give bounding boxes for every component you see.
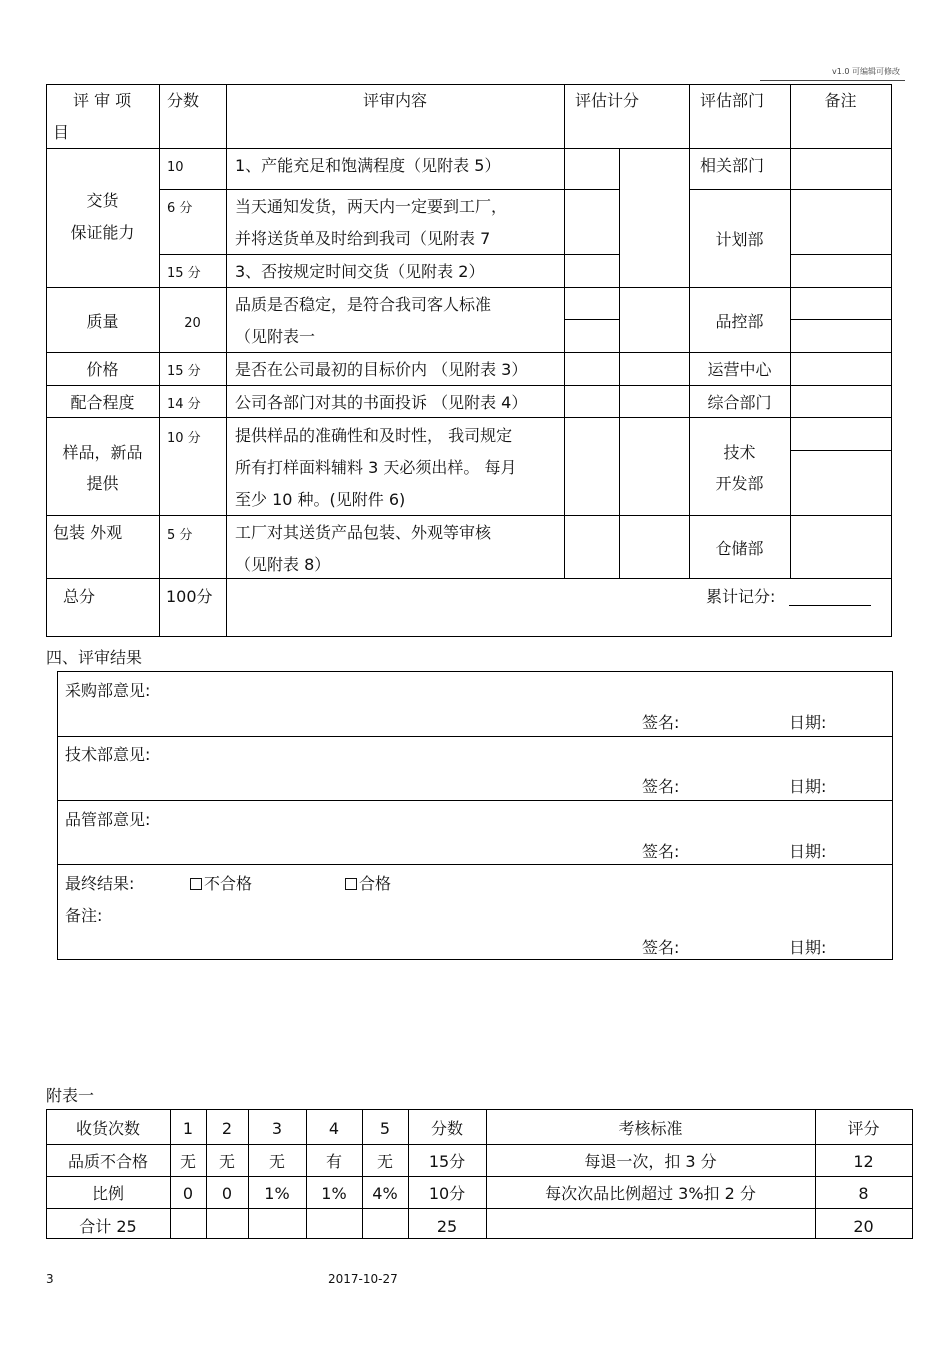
- total-score: 100分: [166, 587, 213, 606]
- appendix-header-cell: 1: [182, 1119, 194, 1138]
- delivery-r2-content-2: 并将送货单及时给到我司（见附表 7: [235, 229, 491, 248]
- appendix-cell: 品质不合格: [67, 1152, 148, 1171]
- price-content: 是否在公司最初的目标价内 （见附表 3）: [235, 360, 528, 379]
- quality-label: 质量: [86, 312, 119, 331]
- delivery-label-2: 保证能力: [70, 223, 135, 242]
- header-remark: 备注: [824, 91, 857, 110]
- appendix-header-cell: 分数: [430, 1119, 463, 1138]
- appendix-cell: 8: [858, 1184, 869, 1203]
- purchasing-sign: 签名:: [642, 713, 680, 732]
- packaging-content-1: 工厂对其送货产品包装、外观等审核: [235, 523, 492, 542]
- delivery-r1-dept: 相关部门: [700, 156, 765, 175]
- header-item-cont: 目: [53, 123, 70, 142]
- appendix-cell: 无: [218, 1152, 235, 1171]
- appendix-cell: 20: [853, 1217, 874, 1236]
- appendix-cell: 1%: [264, 1184, 290, 1203]
- purchasing-date: 日期:: [789, 713, 827, 732]
- header-eval-dept: 评估部门: [700, 91, 765, 110]
- results-section-title: 四、评审结果: [46, 648, 143, 667]
- pass-option[interactable]: [345, 873, 391, 895]
- cooperation-score: 14 分: [167, 397, 201, 412]
- appendix-cell: 合计 25: [79, 1217, 137, 1236]
- appendix-cell: 每次次品比例超过 3%扣 2 分: [545, 1184, 756, 1203]
- samples-dept-2: 开发部: [715, 474, 764, 493]
- appendix-cell: 15分: [428, 1152, 466, 1171]
- delivery-r3-content: 3、否按规定时间交货（见附表 2）: [235, 262, 485, 281]
- appendix-header-cell: 收货次数: [75, 1119, 140, 1138]
- cumulative-label: 累计记分:: [706, 587, 776, 606]
- header-eval-score: 评估计分: [575, 91, 640, 110]
- delivery-r1-content: 1、产能充足和饱满程度（见附表 5）: [235, 156, 501, 175]
- price-label: 价格: [86, 360, 119, 379]
- appendix-header-cell: 考核标准: [618, 1119, 683, 1138]
- footer-date: 2017-10-27: [328, 1272, 398, 1286]
- fail-checkbox-icon[interactable]: [190, 878, 202, 890]
- appendix-cell: 无: [376, 1152, 393, 1171]
- header-score: 分数: [167, 91, 200, 110]
- cooperation-label: 配合程度: [70, 393, 135, 412]
- final-date: 日期:: [789, 938, 827, 957]
- appendix-cell: 有: [325, 1152, 342, 1171]
- appendix-cell: 0: [221, 1184, 233, 1203]
- appendix-cell: 比例: [91, 1184, 124, 1203]
- packaging-dept: 仓储部: [715, 539, 764, 558]
- appendix-header-cell: 评分: [847, 1119, 880, 1138]
- pass-checkbox-icon[interactable]: [345, 878, 357, 890]
- appendix-cell: 10分: [428, 1184, 466, 1203]
- delivery-r3-score: 15 分: [167, 266, 201, 281]
- delivery-label-1: 交货: [86, 191, 119, 210]
- price-score: 15 分: [167, 364, 201, 379]
- samples-label-2: 提供: [86, 474, 119, 493]
- header-rule: [760, 80, 905, 81]
- page-number: 3: [46, 1272, 54, 1286]
- samples-score: 10 分: [167, 431, 201, 446]
- delivery-r23-dept: 计划部: [715, 230, 764, 249]
- cumulative-blank: [789, 589, 871, 606]
- appendix-cell: 0: [182, 1184, 194, 1203]
- quality-score: 20: [184, 316, 201, 331]
- version-label: v1.0 可编辑可修改: [832, 67, 900, 76]
- packaging-label: 包装 外观: [53, 523, 123, 542]
- final-sign: 签名:: [642, 938, 680, 957]
- final-result-label: 最终结果:: [65, 874, 135, 893]
- appendix-header-cell: 5: [379, 1119, 391, 1138]
- samples-content-2: 所有打样面料辅料 3 天必须出样。 每月: [235, 458, 517, 477]
- cooperation-dept: 综合部门: [707, 393, 772, 412]
- delivery-r2-score: 6 分: [167, 201, 193, 216]
- appendix-header-cell: 3: [271, 1119, 283, 1138]
- appendix-cell: 25: [436, 1217, 458, 1236]
- pass-option-label: 合格: [359, 874, 392, 893]
- technical-sign: 签名:: [642, 777, 680, 796]
- appendix-title: 附表一: [46, 1086, 95, 1105]
- delivery-r1-score: 10: [167, 160, 184, 175]
- appendix-header-cell: 2: [221, 1119, 233, 1138]
- packaging-score: 5 分: [167, 528, 193, 543]
- packaging-content-2: （见附表 8）: [235, 555, 331, 574]
- qc-opinion: 品管部意见:: [65, 810, 151, 829]
- technical-date: 日期:: [789, 777, 827, 796]
- samples-content-1: 提供样品的准确性和及时性， 我司规定: [235, 426, 513, 445]
- appendix-header-cell: 4: [328, 1119, 340, 1138]
- appendix-cell: 无: [268, 1152, 285, 1171]
- appendix-cell: 无: [179, 1152, 196, 1171]
- qc-date: 日期:: [789, 842, 827, 861]
- delivery-r2-content-1: 当天通知发货，两天内一定要到工厂，: [235, 197, 508, 216]
- fail-option[interactable]: [190, 873, 252, 895]
- header-content: 评审内容: [362, 91, 427, 110]
- fail-option-label: 不合格: [204, 874, 253, 893]
- total-label: 总分: [63, 587, 96, 606]
- appendix-cell: 1%: [321, 1184, 347, 1203]
- cooperation-content: 公司各部门对其的书面投诉 （见附表 4）: [235, 393, 528, 412]
- technical-opinion: 技术部意见:: [65, 745, 151, 764]
- samples-content-3: 至少 10 种。(见附件 6): [235, 490, 406, 509]
- quality-content-1: 品质是否稳定，是符合我司客人标准: [235, 295, 492, 314]
- appendix-cell: 12: [853, 1152, 874, 1171]
- quality-dept: 品控部: [715, 312, 764, 331]
- samples-label-1: 样品，新品: [62, 443, 143, 462]
- final-remark: 备注:: [65, 906, 103, 925]
- qc-sign: 签名:: [642, 842, 680, 861]
- appendix-cell: 每退一次，扣 3 分: [584, 1152, 717, 1171]
- price-dept: 运营中心: [707, 360, 772, 379]
- header-item: 评 审 项: [73, 91, 132, 110]
- samples-dept-1: 技术: [723, 443, 756, 462]
- cumulative-score: [706, 586, 871, 608]
- purchasing-opinion: 采购部意见:: [65, 681, 151, 700]
- quality-content-2: （见附表一: [235, 327, 316, 346]
- appendix-cell: 4%: [372, 1184, 398, 1203]
